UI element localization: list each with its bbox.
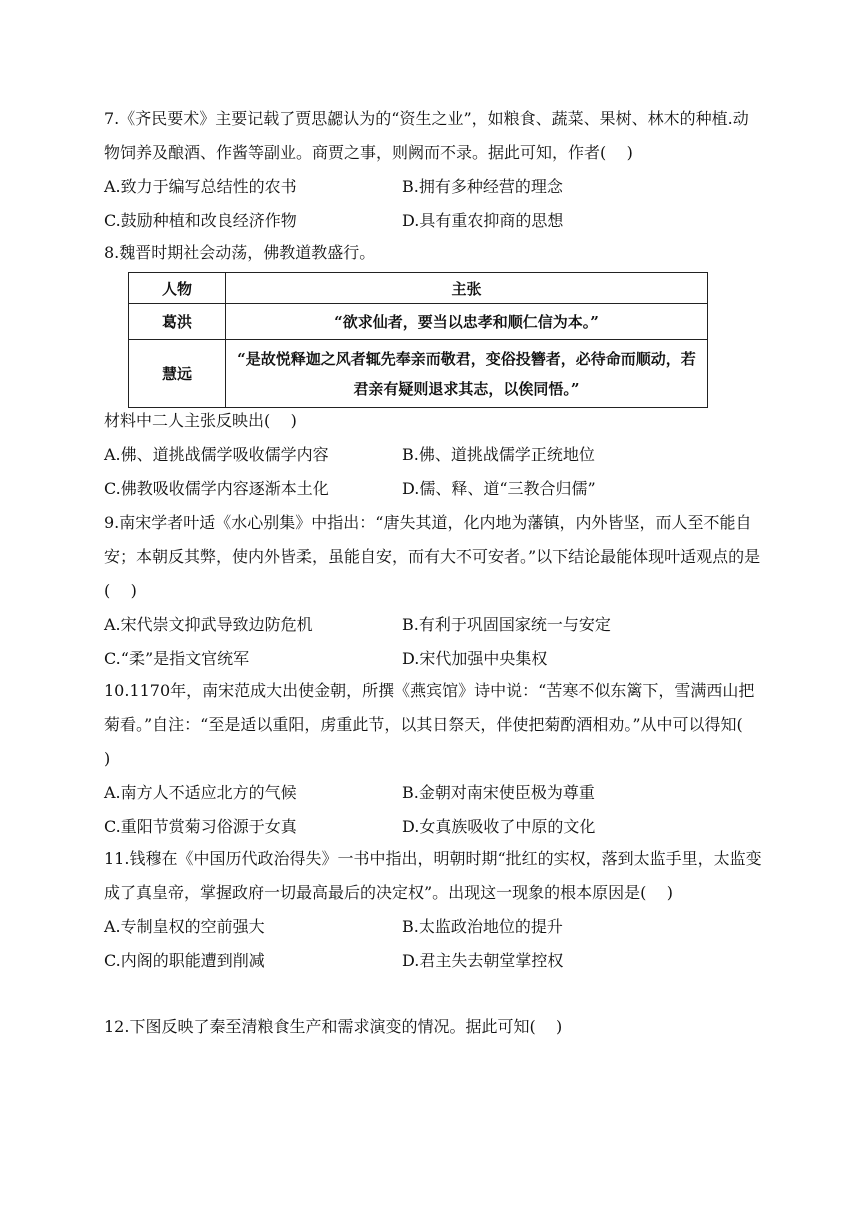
question-8-option-c[interactable]: C.佛教吸收儒学内容逐渐本土化 <box>104 479 329 498</box>
question-8-follow: 材料中二人主张反映出( ) <box>104 411 297 430</box>
question-10-options-row2 <box>104 810 764 844</box>
question-8-options-row2 <box>104 472 764 506</box>
table-cell-name: 葛洪 <box>129 304 226 340</box>
question-8-table <box>128 272 708 408</box>
question-8 <box>104 404 764 506</box>
question-11-option-b[interactable]: B.太监政治地位的提升 <box>402 917 563 936</box>
question-7-options-row2 <box>104 204 764 238</box>
question-11-stem: 11.钱穆在《中国历代政治得失》一书中指出，明朝时期“批红的实权，落到太监手里，太监变成了真皇帝，掌握政府一切最高最后的决定权”。出现这一现象的根本原因是( ) <box>104 849 762 902</box>
table-cell-name: 慧远 <box>129 340 226 408</box>
question-9 <box>104 506 764 676</box>
question-11-option-c[interactable]: C.内阁的职能遭到削减 <box>104 951 265 970</box>
question-10-option-c[interactable]: C.重阳节赏菊习俗源于女真 <box>104 817 297 836</box>
question-8-stem: 8.魏晋时期社会动荡，佛教道教盛行。 <box>104 243 376 262</box>
question-11-options-row2 <box>104 944 764 978</box>
question-10-options-row1 <box>104 776 764 810</box>
question-7-option-a[interactable]: A.致力于编写总结性的农书 <box>104 177 297 196</box>
question-9-option-a[interactable]: A.宋代崇文抑武导致边防危机 <box>104 615 313 634</box>
question-11-options-row1 <box>104 910 764 944</box>
question-10-option-d[interactable]: D.女真族吸收了中原的文化 <box>402 817 596 836</box>
question-7-options-row1 <box>104 170 764 204</box>
table-cell-claim: “是故悦释迦之风者辄先奉亲而敬君，变俗投簪者，必待命而顺动，若君亲有疑则退求其志，以俟同悟。” <box>226 340 708 408</box>
question-12 <box>104 1010 764 1044</box>
question-9-options-row2 <box>104 642 764 676</box>
question-7 <box>104 102 764 238</box>
question-9-stem: 9.南宋学者叶适《水心别集》中指出：“唐失其道，化内地为藩镇，内外皆坚，而人至不能自安；本朝反其弊，使内外皆柔，虽能自安，而有大不可安者。”以下结论最能体现叶适观点的是( ) <box>104 513 761 600</box>
question-8-options-row1 <box>104 438 764 472</box>
question-11-option-a[interactable]: A.专制皇权的空前强大 <box>104 917 265 936</box>
table-header-row <box>129 273 708 304</box>
question-8-stem-block <box>104 236 764 270</box>
question-7-option-b[interactable]: B.拥有多种经营的理念 <box>402 177 563 196</box>
question-8-option-a[interactable]: A.佛、道挑战儒学吸收儒学内容 <box>104 445 329 464</box>
question-10 <box>104 674 764 844</box>
table-header-claim: 主张 <box>226 273 708 304</box>
question-7-option-d[interactable]: D.具有重农抑商的思想 <box>402 211 564 230</box>
question-9-option-c[interactable]: C.“柔”是指文官统军 <box>104 649 250 668</box>
table-header-person: 人物 <box>129 273 226 304</box>
question-12-stem: 12.下图反映了秦至清粮食生产和需求演变的情况。据此可知( ) <box>104 1017 563 1036</box>
table-row <box>129 304 708 340</box>
table-row <box>129 340 708 408</box>
question-10-stem: 10.1170年，南宋范成大出使金朝，所撰《燕宾馆》诗中说：“苦寒不似东篱下，雪满西山把菊看。”自注：“至是适以重阳，虏重此节，以其日祭天，伴使把菊酌酒相劝。”从中可以得知( ) <box>104 681 764 768</box>
table-cell-claim: “欲求仙者，要当以忠孝和顺仁信为本。” <box>226 304 708 340</box>
question-8-option-b[interactable]: B.佛、道挑战儒学正统地位 <box>402 445 595 464</box>
question-10-option-a[interactable]: A.南方人不适应北方的气候 <box>104 783 297 802</box>
question-7-stem: 7.《齐民要术》主要记载了贾思勰认为的“资生之业”，如粮食、蔬菜、果树、林木的种植.动物饲养及酿酒、作酱等副业。商贾之事，则阙而不录。据此可知，作者( ) <box>104 109 749 162</box>
question-11-option-d[interactable]: D.君主失去朝堂掌控权 <box>402 951 564 970</box>
question-11 <box>104 842 764 978</box>
question-9-option-d[interactable]: D.宋代加强中央集权 <box>402 649 548 668</box>
question-9-options-row1 <box>104 608 764 642</box>
question-7-option-c[interactable]: C.鼓励种植和改良经济作物 <box>104 211 297 230</box>
question-10-option-b[interactable]: B.金朝对南宋使臣极为尊重 <box>402 783 595 802</box>
question-8-option-d[interactable]: D.儒、释、道“三教合归儒” <box>402 479 596 498</box>
question-9-option-b[interactable]: B.有利于巩固国家统一与安定 <box>402 615 611 634</box>
